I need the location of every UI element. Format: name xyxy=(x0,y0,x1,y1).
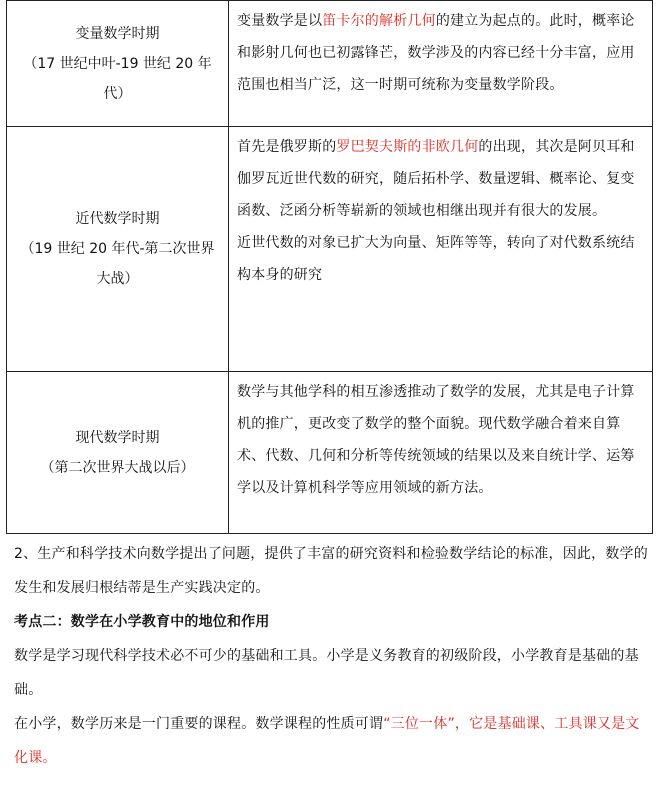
math-history-table xyxy=(6,0,653,534)
period-range: （17 世纪中叶-19 世纪 20 年 xyxy=(23,55,212,72)
period-range: 代） xyxy=(103,85,132,102)
period-cell xyxy=(7,127,229,372)
point-2-paragraph: 2、生产和科学技术向数学提出了问题，提供了丰富的研究资料和检验数学结论的标准，因此，数学的发生和发展归根结蒂是生产实践决定的。 xyxy=(14,546,648,596)
description-cell xyxy=(229,127,653,372)
table-row xyxy=(7,372,653,534)
description-cell xyxy=(229,1,653,127)
section-heading: 考点二：数学在小学教育中的地位和作用 xyxy=(14,614,270,630)
table-row xyxy=(7,127,653,372)
period-name: 变量数学时期 xyxy=(75,25,160,42)
period-name: 现代数学时期 xyxy=(75,429,160,446)
description-cell xyxy=(229,372,653,534)
description-paragraph: 数学与其他学科的相互渗透推动了数学的发展，尤其是电子计算机的推广，更改变了数学的整个面貌。现代数学融合着来自算术、代数、几何和分析等传统领域的结果以及来自统计学、运筹学以及计算机科学等应用领域的新方法。 xyxy=(237,384,635,496)
period-range: （第二次世界大战以后） xyxy=(40,459,195,476)
period-range: 大战） xyxy=(96,271,139,287)
period-cell xyxy=(7,1,229,127)
period-cell xyxy=(7,372,229,534)
period-name: 近代数学时期 xyxy=(75,211,160,227)
body-text xyxy=(14,537,650,775)
paragraph: 数学是学习现代科学技术必不可少的基础和工具。小学是义务教育的初级阶段，小学教育是基础的基础。 xyxy=(14,648,639,698)
description-paragraph: 近世代数的对象已扩大为向量、矩阵等等，转向了对代数系统结构本身的研究 xyxy=(237,235,635,283)
description-paragraph: 首先是俄罗斯的罗巴契夫斯的非欧几何的出现，其次是阿贝耳和伽罗瓦近世代数的研究，随后拓朴学、数量逻辑、概率论、复变函数、泛函分析等崭新的领域也相继出现并有很大的发展。 xyxy=(237,139,635,219)
highlight-text: 罗巴契夫斯的非欧几何 xyxy=(336,139,479,155)
period-range: （19 世纪 20 年代-第二次世界 xyxy=(20,241,215,257)
highlight-text: “三位一体”，它是基础课、工具课又是文化课。 xyxy=(14,716,640,766)
highlight-text: 笛卡尔的解析几何 xyxy=(322,13,436,29)
paragraph: 在小学，数学历来是一门重要的课程。数学课程的性质可谓“三位一体”，它是基础课、工具课又是文化课。 xyxy=(14,716,640,766)
table-row xyxy=(7,1,653,127)
description-paragraph: 变量数学是以笛卡尔的解析几何的建立为起点的。此时，概率论和影射几何也已初露锋芒，数学涉及的内容已经十分丰富，应用范围也相当广泛，这一时期可统称为变量数学阶段。 xyxy=(237,13,635,93)
